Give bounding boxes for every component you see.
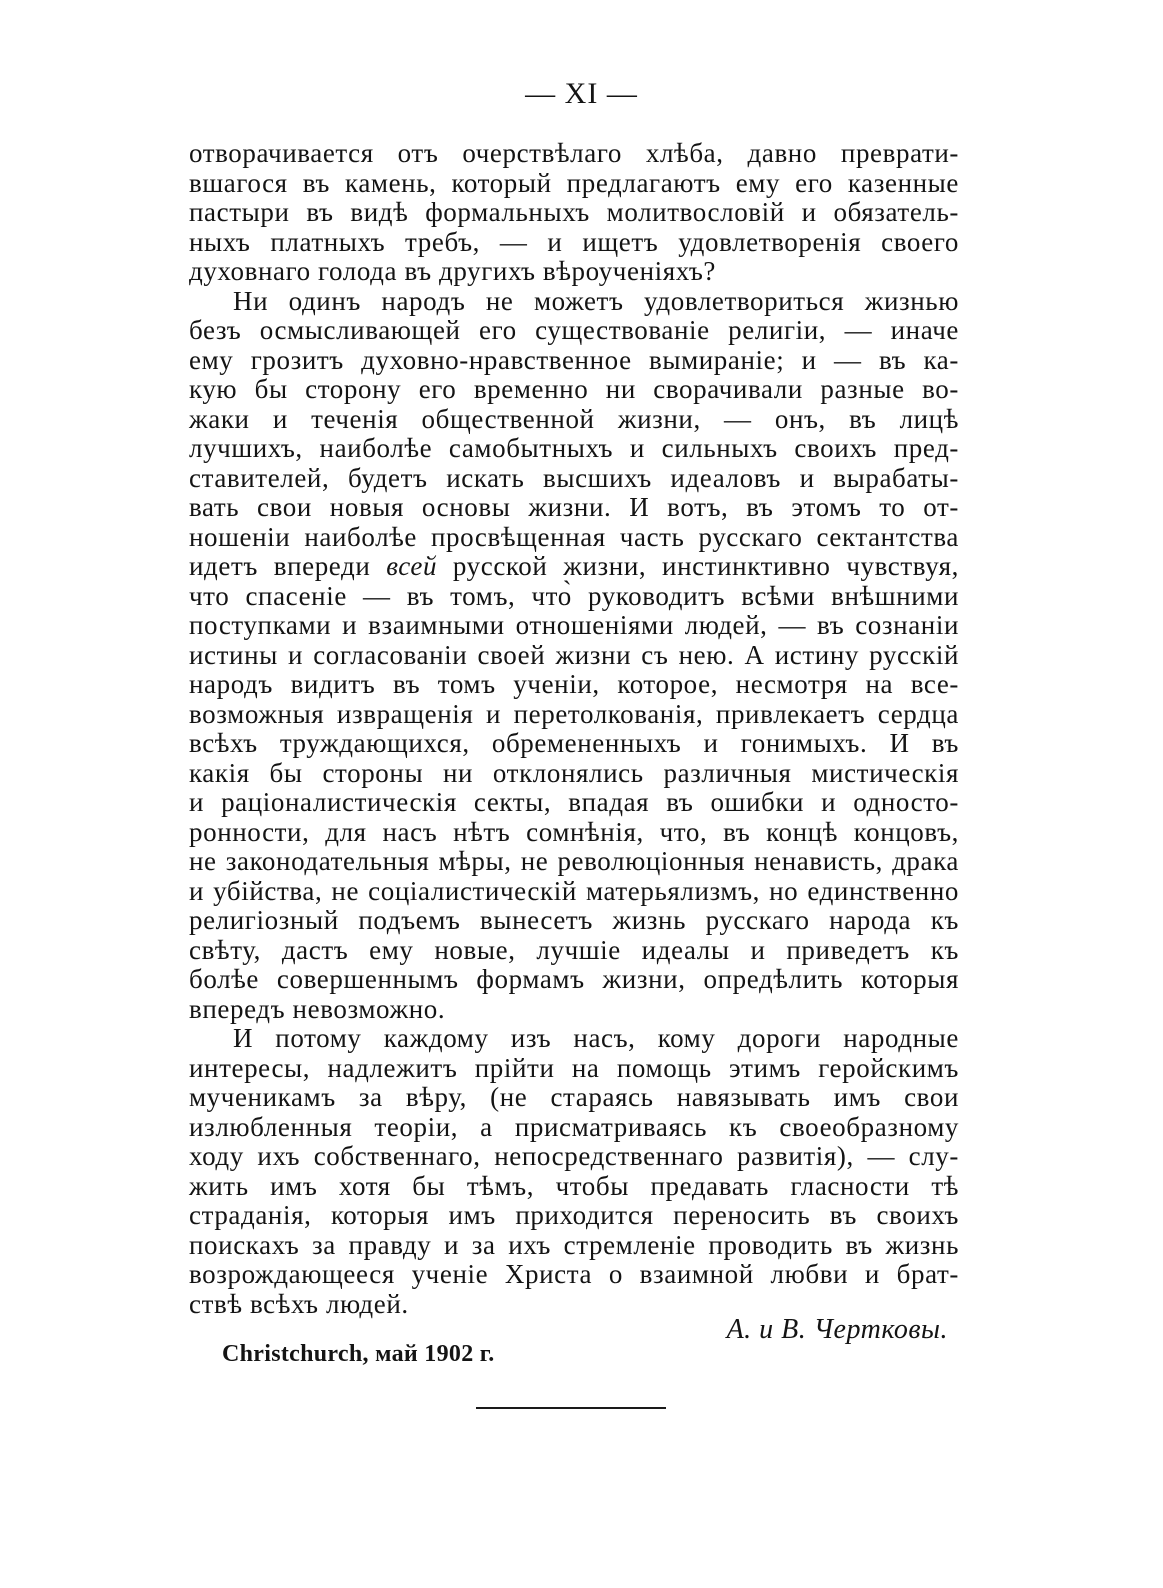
text-line: вшагося въ камень, который предлагаютъ ему его казенные (189, 167, 959, 198)
text-line: духовнаго голода въ другихъ вѣроученіяхъ? (189, 256, 716, 286)
dateline: Christchurch, май 1902 г. (222, 1341, 495, 1367)
text-line: болѣе совершеннымъ формамъ жизни, опредѣлить которыя (189, 964, 959, 994)
end-rule-divider (476, 1407, 666, 1409)
text-line: интересы, надлежитъ прійти на помощь этимъ геройскимъ (189, 1052, 959, 1083)
text-line: мученикамъ за вѣру, (не стараясь навязывать имъ свои (189, 1082, 959, 1112)
text-line: возможныя извращенія и перетолкованія, привлекаетъ сердца (189, 698, 959, 729)
signature: А. и В. Чертковы. (726, 1314, 948, 1345)
text-line: безъ осмысливающей его существованіе религіи, — иначе (189, 315, 959, 345)
text-line: ношеніи наиболѣе просвѣщенная часть русскаго сектантства (189, 521, 959, 552)
text-fragment: идетъ впереди (189, 551, 387, 581)
emphasized-word: всей (386, 551, 438, 581)
body-text (189, 139, 959, 1319)
text-line: ему грозитъ духовно-нравственное вымираніе; и — въ ка- (189, 344, 959, 375)
text-line: ствѣ всѣхъ людей. (189, 1288, 409, 1319)
text-line: страданія, которыя имъ приходится переносить въ своихъ (189, 1200, 959, 1230)
text-line: пастыри въ видѣ формальныхъ молитвословій и обязатель- (189, 197, 959, 227)
text-line: поискахъ за правду и за ихъ стремленіе проводить въ жизнь (189, 1229, 959, 1260)
page-number: — XI — (525, 77, 638, 110)
text-fragment: русской жизни, инстинктивно чувствуя, (437, 551, 960, 581)
text-line: истины и согласованіи своей жизни съ нею. А истину русскій (189, 639, 959, 670)
text-line: поступками и взаимными отношеніями людей, — въ сознаніи (189, 610, 959, 640)
text-line: отворачивается отъ очерствѣлаго хлѣба, давно преврати- (189, 138, 959, 168)
text-line: ставителей, будетъ искать высшихъ идеаловъ и вырабаты- (189, 462, 959, 493)
text-line: ныхъ платныхъ требъ, — и ищетъ удовлетворенія своего (189, 226, 959, 257)
text-line: не законодательныя мѣры, не революціонныя ненависть, драка (189, 846, 959, 876)
text-line (189, 552, 959, 582)
text-line: И потому каждому изъ насъ, кому дороги народные (233, 1023, 959, 1053)
text-line: какія бы стороны ни отклонялись различныя мистическія (189, 757, 959, 788)
text-line: возрождающееся ученіе Христа о взаимной любви и брат- (189, 1259, 959, 1289)
text-line: народъ видитъ въ томъ ученіи, которое, несмотря на все- (189, 669, 959, 699)
text-line: кую бы сторону его временно ни сворачивали разные во- (189, 374, 959, 404)
text-line: вать свои новыя основы жизни. И вотъ, въ этомъ то от- (189, 492, 959, 522)
text-line: ронности, для насъ нѣтъ сомнѣнія, что, въ концѣ концовъ, (189, 816, 959, 847)
text-line: Ни одинъ народъ не можетъ удовлетвориться жизнью (233, 285, 959, 316)
text-line: свѣту, дастъ ему новые, лучшіе идеалы и приведетъ къ (189, 934, 959, 965)
text-line: что спасеніе — въ томъ, что̀ руководитъ всѣми внѣшними (189, 580, 959, 611)
text-line: жить имъ хотя бы тѣмъ, чтобы предавать гласности тѣ (189, 1170, 959, 1201)
text-line: и раціоналистическія секты, впадая въ ошибки и односто- (189, 787, 959, 817)
text-line: жаки и теченія общественной жизни, — онъ, въ лицѣ (189, 403, 959, 434)
text-line: всѣхъ труждающихся, обремененныхъ и гонимыхъ. И въ (189, 728, 959, 758)
text-line: излюбленныя теоріи, а присматриваясь къ своеобразному (189, 1111, 959, 1142)
text-line: впередъ невозможно. (189, 993, 446, 1024)
text-line: религіозный подъемъ вынесетъ жизнь русскаго народа къ (189, 905, 959, 935)
text-line: ходу ихъ собственнаго, непосредственнаго развитія), — слу- (189, 1141, 959, 1171)
text-line: лучшихъ, наиболѣе самобытныхъ и сильныхъ своихъ пред- (189, 433, 959, 463)
text-line: и убійства, не соціалистическій матерьялизмъ, но единственно (189, 875, 959, 906)
